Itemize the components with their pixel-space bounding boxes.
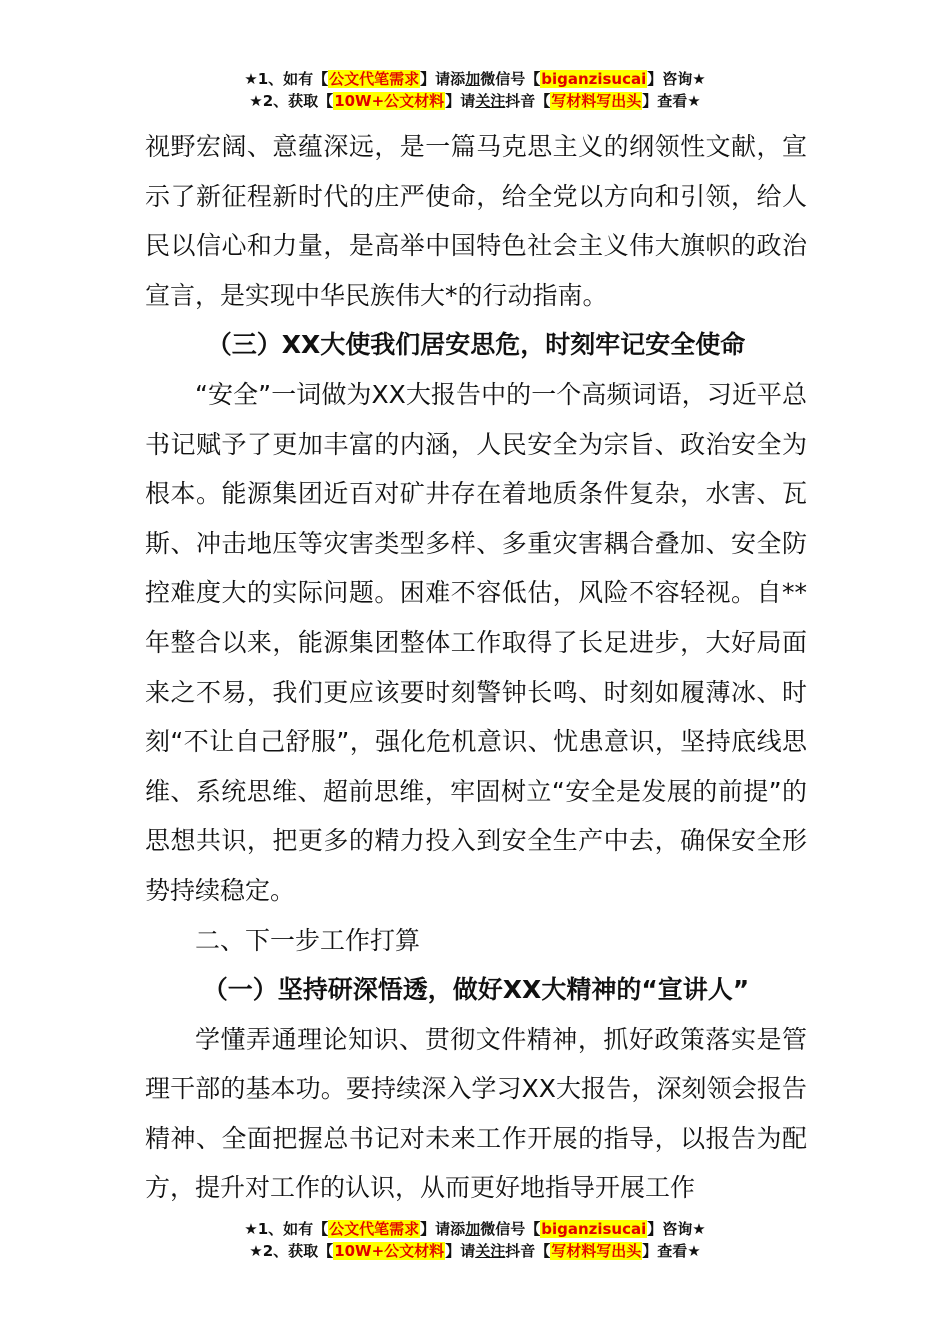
promo-line-1 bbox=[0, 68, 950, 90]
promo-text: 抖音【 bbox=[505, 92, 551, 110]
promo-text: 】请 bbox=[445, 92, 476, 110]
promo-text: 】查看★ bbox=[642, 1242, 701, 1260]
promo-highlight: 写材料写出头 bbox=[551, 1242, 642, 1260]
document-body bbox=[145, 122, 807, 1213]
section-title-next-steps: 二、下一步工作打算 bbox=[195, 925, 421, 955]
promo-highlight: 公文代笔需求 bbox=[329, 70, 420, 88]
promo-highlight: 10W+公文材料 bbox=[334, 92, 445, 110]
promo-underline: 加 bbox=[465, 1220, 481, 1238]
promo-text: 】查看★ bbox=[642, 92, 701, 110]
paragraph-study: 学懂弄通理论知识、贯彻文件精神，抓好政策落实是管理干部的基本功。要持续深入学习XX大报告，深刻领会报告精神、全面把握总书记对未来工作开展的指导，以报告为配方，提升对工作的认识，从而更好地指导开展工作 bbox=[145, 1024, 807, 1203]
promo-highlight: 写材料写出头 bbox=[551, 92, 642, 110]
promo-highlight: 公文代笔需求 bbox=[329, 1220, 420, 1238]
bottom-promo-banner bbox=[0, 1218, 950, 1262]
paragraph-safety: “安全”一词做为XX大报告中的一个高频词语，习近平总书记赋予了更加丰富的内涵，人民安全为宗旨、政治安全为根本。能源集团近百对矿井存在着地质条件复杂，水害、瓦斯、冲击地压等灾害类型多样、多重灾害耦合叠加、安全防控难度大的实际问题。困难不容低估，风险不容轻视。自**年整合以来，能源集团整体工作取得了长足进步，大好局面来之不易，我们更应该要时刻警钟长鸣、时刻如履薄冰、时刻“不让自己舒服”，强化危机意识、忧患意识，坚持底线思维、系统思维、超前思维，牢固树立“安全是发展的前提”的思想共识，把更多的精力投入到安全生产中去，确保安全形势持续稳定。 bbox=[145, 379, 807, 905]
promo-text: 微信号【 bbox=[480, 70, 541, 88]
promo-text: 微信号【 bbox=[480, 1220, 541, 1238]
paragraph-continued: 视野宏阔、意蕴深远，是一篇马克思主义的纲领性文献，宣示了新征程新时代的庄严使命，给全党以方向和引领，给人民以信心和力量，是高举中国特色社会主义伟大旗帜的政治宣言，是实现中华民族伟大*的行动指南。 bbox=[145, 132, 807, 310]
section-heading-3: （三）XX大使我们居安思危，时刻牢记安全使命 bbox=[206, 330, 746, 360]
promo-text: 】请添 bbox=[420, 70, 466, 88]
top-promo-banner bbox=[0, 68, 950, 112]
promo-underline: 关注 bbox=[475, 1242, 506, 1260]
promo-text: 抖音【 bbox=[505, 1242, 551, 1260]
promo-text: 】咨询★ bbox=[647, 1220, 706, 1238]
promo-text: ★2、获取【 bbox=[249, 1242, 334, 1260]
promo-underline: 加 bbox=[465, 70, 481, 88]
promo-highlight: biganzisucai bbox=[541, 1220, 647, 1238]
promo-underline: 关注 bbox=[475, 92, 506, 110]
section-heading-1: （一）坚持研深悟透，做好XX大精神的“宣讲人” bbox=[202, 975, 750, 1005]
promo-text: ★2、获取【 bbox=[249, 92, 334, 110]
promo-highlight: 10W+公文材料 bbox=[334, 1242, 445, 1260]
promo-line-2 bbox=[0, 90, 950, 112]
promo-highlight: biganzisucai bbox=[541, 70, 647, 88]
promo-text: ★1、如有【 bbox=[244, 70, 329, 88]
promo-text: 】请 bbox=[445, 1242, 476, 1260]
promo-text: 】请添 bbox=[420, 1220, 466, 1238]
promo-line-2 bbox=[0, 1240, 950, 1262]
promo-text: 】咨询★ bbox=[647, 70, 706, 88]
promo-text: ★1、如有【 bbox=[244, 1220, 329, 1238]
promo-line-1 bbox=[0, 1218, 950, 1240]
